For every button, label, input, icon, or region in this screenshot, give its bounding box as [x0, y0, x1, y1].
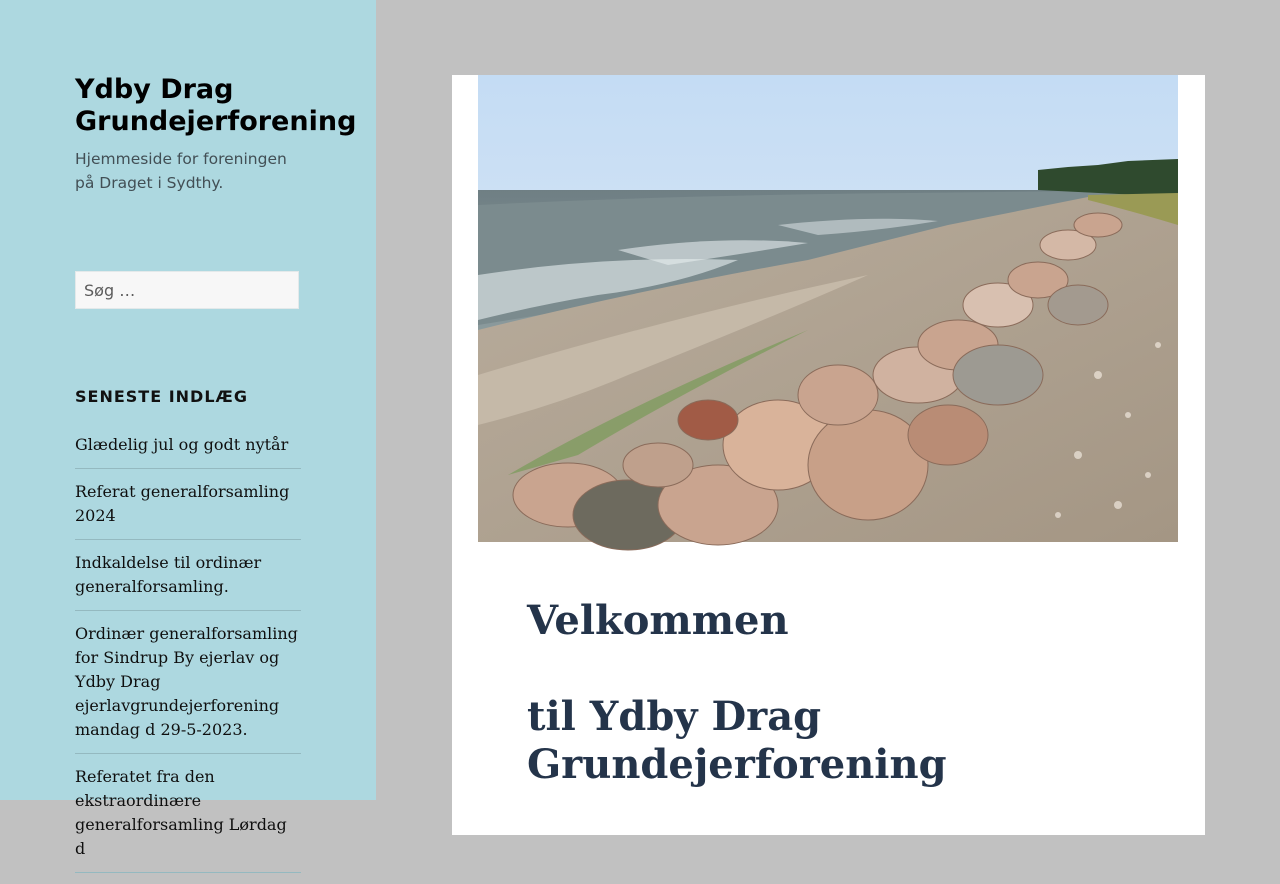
- sidebar: [0, 0, 376, 858]
- recent-post-link[interactable]: Indkaldelse til ordinær generalforsamling.: [75, 553, 262, 596]
- site-title[interactable]: Ydby Drag Grundejerforening: [75, 74, 357, 137]
- recent-post-link[interactable]: Referatet fra den ekstraordinære generalforsamling Lørdag d: [75, 767, 287, 858]
- recent-post-link[interactable]: Referat generalforsamling 2024: [75, 482, 290, 525]
- list-item: [75, 765, 301, 873]
- page-title: [527, 597, 1167, 789]
- hero-image-beach: [478, 75, 1178, 542]
- list-item: [75, 480, 301, 540]
- recent-posts-list: [75, 433, 301, 884]
- recent-post-link[interactable]: Glædelig jul og godt nytår: [75, 435, 289, 454]
- page-title-line-1: Velkommen: [527, 597, 789, 644]
- list-item: [75, 433, 301, 469]
- list-item: [75, 622, 301, 754]
- list-item: [75, 551, 301, 611]
- recent-post-link[interactable]: Ordinær generalforsamling for Sindrup By ejerlav og Ydby Drag ejerlavgrundejerforening mandag d 29-5-2023.: [75, 624, 298, 739]
- search-input[interactable]: [75, 271, 299, 309]
- article-card: [452, 75, 1205, 835]
- recent-posts-heading: SENESTE INDLÆG: [75, 387, 249, 406]
- page-title-line-2: til Ydby Drag Grundejerforening: [527, 693, 947, 788]
- site-description: Hjemmeside for foreningen på Draget i Sydthy.: [75, 150, 287, 192]
